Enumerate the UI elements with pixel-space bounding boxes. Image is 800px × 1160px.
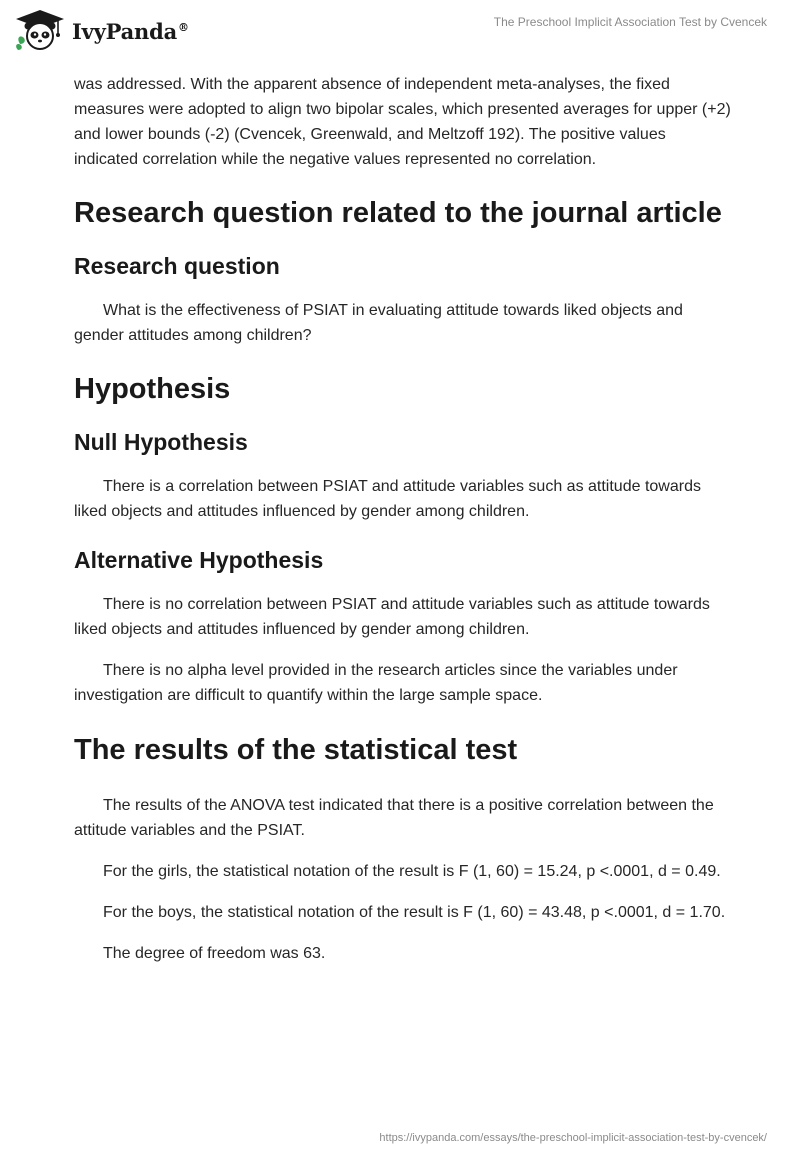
section-heading-results: The results of the statistical test — [74, 734, 518, 766]
girls-result-paragraph: For the girls, the statistical notation of the result is F (1, 60) = 15.24, p <.0001, d = 0.49. — [103, 863, 721, 880]
essay-content — [74, 70, 734, 966]
panda-graduate-logo-icon — [14, 8, 66, 52]
source-url-link[interactable]: https://ivypanda.com/essays/the-preschool-implicit-association-test-by-cvencek/ — [379, 1132, 767, 1144]
section-heading-hypothesis: Hypothesis — [74, 373, 231, 405]
logo-wordmark: IvyPanda® — [72, 18, 189, 44]
document-title: The Preschool Implicit Association Test by Cvencek — [493, 15, 767, 29]
alpha-level-paragraph: There is no alpha level provided in the research articles since the variables under investigation are difficult to quantify within the large sample space. — [74, 662, 678, 704]
null-hypothesis-paragraph: There is a correlation between PSIAT and attitude variables such as attitude towards liked objects and attitudes influenced by gender among children. — [74, 478, 701, 520]
page-header — [0, 0, 800, 70]
intro-paragraph: was addressed. With the apparent absence of independent meta-analyses, the fixed measures were adopted to align two bipolar scales, which presented averages for upper (+2) and lower bounds (-2) (Cvencek, Greenwald, and Meltzoff 192). The positive values indicated correlation while the negative values represented no correlation. — [74, 76, 731, 168]
section-heading-research: Research question related to the journal article — [74, 197, 722, 229]
subheading-alternative-hypothesis: Alternative Hypothesis — [74, 547, 324, 573]
ivypanda-logo[interactable] — [14, 8, 189, 52]
anova-result-paragraph: The results of the ANOVA test indicated that there is a positive correlation between the attitude variables and the PSIAT. — [74, 797, 714, 839]
alternative-hypothesis-paragraph: There is no correlation between PSIAT and attitude variables such as attitude towards liked objects and attitudes influenced by gender among children. — [74, 596, 710, 638]
boys-result-paragraph: For the boys, the statistical notation of the result is F (1, 60) = 43.48, p <.0001, d = 1.70. — [103, 904, 726, 921]
research-question-paragraph: What is the effectiveness of PSIAT in evaluating attitude towards liked objects and gender attitudes among children? — [74, 302, 683, 344]
subheading-null-hypothesis: Null Hypothesis — [74, 429, 248, 455]
degree-of-freedom-paragraph: The degree of freedom was 63. — [103, 945, 326, 962]
subheading-research-question: Research question — [74, 253, 280, 279]
